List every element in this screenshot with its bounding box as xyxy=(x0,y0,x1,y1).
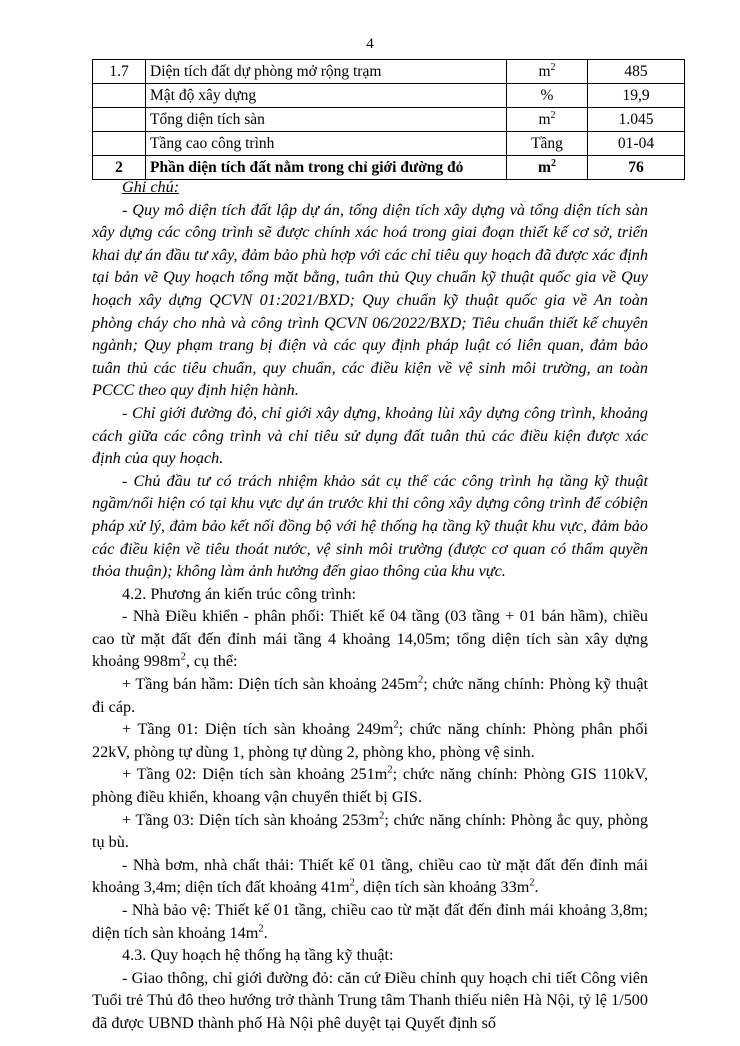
text-pre: - Nhà bảo vệ: Thiết kế 01 tầng, chiều cao từ mặt đất đến đỉnh mái khoảng 3,8m; diện tích sàn khoảng 14m xyxy=(92,901,648,942)
text-pre: + Tầng 01: Diện tích sàn khoảng 249m xyxy=(122,720,394,739)
unit-text: % xyxy=(540,86,554,104)
section-4-3-paragraph-1: - Giao thông, chỉ giới đường đỏ: căn cứ Điều chỉnh quy hoạch chi tiết Công viên Tuổi trẻ Thủ đô theo hướng trở thành Trung tâm Thanh thiếu niên Hà Nội, tỷ lệ 1/500 đã được UBND thành phố Hà Nội phê duyệt tại Quyết định số xyxy=(92,968,648,1032)
area-superscript: 2 xyxy=(379,810,385,822)
specifications-table xyxy=(92,59,655,180)
table-cell-unit xyxy=(507,84,588,108)
unit-superscript: 2 xyxy=(550,157,556,169)
area-superscript: 2 xyxy=(258,923,264,935)
area-superscript: 2 xyxy=(180,652,186,664)
unit-superscript: 2 xyxy=(550,109,556,121)
unit-text: m xyxy=(538,158,551,176)
area-superscript: 2 xyxy=(393,719,399,731)
table-cell-unit xyxy=(507,60,588,84)
table-cell-name: Phần diện tích đất nằm trong chỉ giới đường đỏ xyxy=(146,156,507,180)
unit-text: Tầng xyxy=(531,134,563,152)
text-pre: + Tầng 02: Diện tích sàn khoảng 251m xyxy=(122,765,388,784)
section-4-3-heading: 4.3. Quy hoạch hệ thống hạ tầng kỹ thuật: xyxy=(122,946,394,965)
table-row xyxy=(93,84,685,108)
table-cell-value: 1.045 xyxy=(588,108,685,132)
area-superscript: 2 xyxy=(417,674,424,686)
table-row xyxy=(93,108,685,132)
text-post: . xyxy=(263,923,268,942)
table-cell-value: 76 xyxy=(588,156,685,180)
section-4-2-paragraph-4 xyxy=(92,763,648,808)
area-superscript: 2 xyxy=(349,878,355,890)
area-superscript: 2 xyxy=(387,765,393,777)
unit-text: m xyxy=(538,110,551,128)
table-cell-value: 01-04 xyxy=(588,132,685,156)
text-post: ; chức năng chính: Phòng ắc quy, phòng tụ bù. xyxy=(92,810,648,852)
text-post: ; chức năng chính: Phòng phân phối 22kV, phòng tự dùng 1, phòng tự dùng 2, phòng kho, phòng vệ sinh. xyxy=(92,720,648,761)
text-pre: - Nhà Điều khiển - phân phối: Thiết kế 04 tầng (03 tầng + 01 bán hầm), chiều cao từ mặt đất đến đỉnh mái tầng 4 khoảng 14,05m; tổng diện tích sàn xây dựng khoảng 998m xyxy=(92,607,648,671)
section-4-2-heading: 4.2. Phương án kiến trúc công trình: xyxy=(122,584,357,603)
section-4-2-paragraph-2 xyxy=(92,673,648,718)
note-paragraph-2: - Chỉ giới đường đỏ, chỉ giới xây dựng, khoảng lùi xây dựng công trình, khoảng cách giữa các công trình và chỉ tiêu sử dụng đất tuân thủ các điều kiện được xác định của quy hoạch. xyxy=(92,403,648,468)
table-cell-number xyxy=(93,108,146,132)
document-body xyxy=(92,176,648,1035)
note-paragraph-3: - Chủ đầu tư có trách nhiệm khảo sát cụ thể các công trình hạ tầng kỹ thuật ngầm/nổi hiện có tại khu vực dự án trước khi thi công xây dựng công trình để cóbiện pháp xử lý, đảm bảo kết nối đồng bộ với hệ thống hạ tầng kỹ thuật khu vực, đảm bảo các điều kiện về tiêu thoát nước, vệ sinh môi trường (được cơ quan có thẩm quyền thỏa thuận); không làm ảnh hưởng đến giao thông của khu vực. xyxy=(92,471,648,581)
table-cell-name: Diện tích đất dự phòng mở rộng trạm xyxy=(146,60,507,84)
area-superscript-2: 2 xyxy=(529,878,535,890)
section-4-2-paragraph-6 xyxy=(92,854,648,899)
table-cell-number xyxy=(93,84,146,108)
note-paragraph-1: - Quy mô diện tích đất lập dự án, tổng diện tích xây dựng và tổng diện tích sàn xây dựng các công trình sẽ được chính xác hoá trong giai đoạn thiết kế cơ sở, triển khai dự án đầu tư xây, đảm bảo phù hợp với các chỉ tiêu quy hoạch đã được xác định tại bản vẽ Quy hoạch tổng mặt bằng, tuân thủ Quy chuẩn kỹ thuật quốc gia về Quy hoạch xây dựng QCVN 01:2021/BXD; Quy chuẩn kỹ thuật quốc gia về An toàn phòng cháy cho nhà và công trình QCVN 06/2022/BXD; Tiêu chuẩn thiết kế chuyên ngành; Quy phạm trang bị điện và các quy định pháp luật có liên quan, đảm bảo tuân thủ các tiêu chuẩn, quy chuẩn, các điều kiện về vệ sinh môi trường, an toàn PCCC theo quy định hiện hành. xyxy=(92,200,648,400)
table-cell-unit xyxy=(507,108,588,132)
section-4-2-paragraph-1 xyxy=(92,605,648,673)
page-number: 4 xyxy=(366,36,374,52)
table-cell-unit xyxy=(507,132,588,156)
table-cell-number xyxy=(93,132,146,156)
text-post: , cụ thể: xyxy=(185,652,238,671)
table-cell-name: Tầng cao công trình xyxy=(146,132,507,156)
notes-heading-text: Ghi chú: xyxy=(122,178,180,196)
section-4-2-paragraph-7 xyxy=(92,899,648,944)
table-row xyxy=(93,132,685,156)
table-cell-name: Mật độ xây dựng xyxy=(146,84,507,108)
section-4-2-paragraph-3 xyxy=(92,718,648,763)
table-row xyxy=(93,60,685,84)
unit-text: m xyxy=(538,62,551,80)
text-pre: - Nhà bơm, nhà chất thải: Thiết kế 01 tầng, chiều cao từ mặt đất đến đỉnh mái khoảng 3,4m; diện tích đất khoảng 41m xyxy=(92,855,648,897)
table-cell-value: 19,9 xyxy=(588,84,685,108)
text-post: ; chức năng chính: Phòng GIS 110kV, phòng điều khiển, khoang vận chuyển thiết bị GIS. xyxy=(92,765,648,807)
text-post: ; chức năng chính: Phòng kỹ thuật đi cáp. xyxy=(92,675,648,716)
table-cell-number: 2 xyxy=(93,156,146,180)
text-pre: + Tầng 03: Diện tích sàn khoảng 253m xyxy=(122,810,380,829)
table-cell-name: Tổng diện tích sàn xyxy=(146,108,507,132)
notes-heading xyxy=(92,176,648,199)
text-post: . xyxy=(534,878,539,897)
unit-superscript: 2 xyxy=(550,61,556,73)
table-cell-number: 1.7 xyxy=(93,60,146,84)
text-pre: + Tầng bán hầm: Diện tích sàn khoảng 245m xyxy=(122,675,418,694)
table-cell-value: 485 xyxy=(588,60,685,84)
section-4-2-paragraph-5 xyxy=(92,809,648,854)
text-mid: , diện tích sàn khoảng 33m xyxy=(354,878,530,897)
